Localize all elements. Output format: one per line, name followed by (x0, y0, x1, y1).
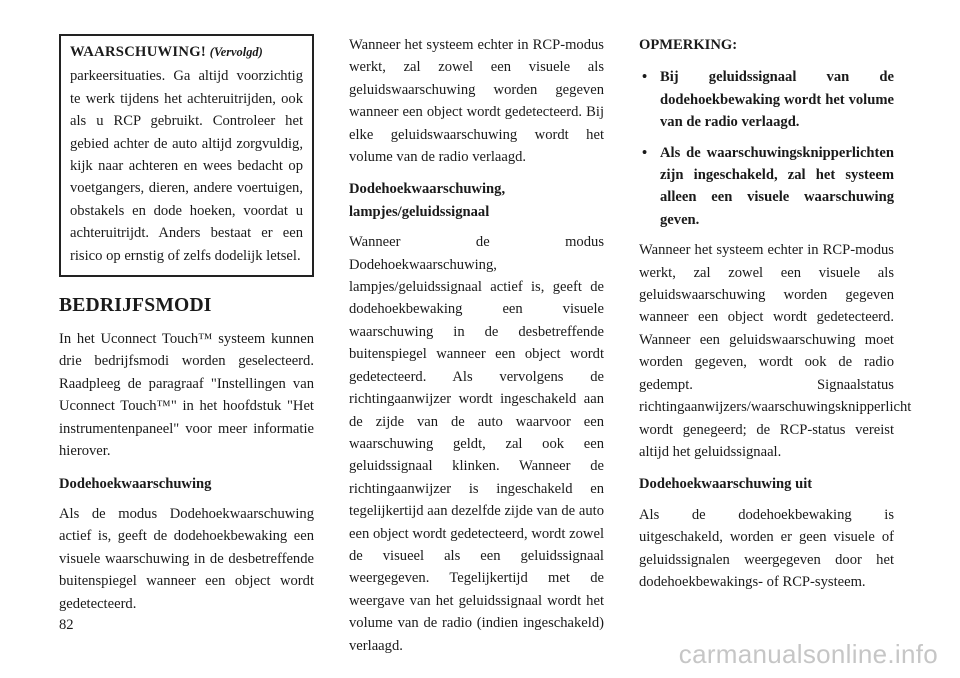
blind-spot-alert-text: Als de modus Dodehoekwaarschuwing actief is, geeft de dodehoekbewaking een visuele waarschuwing in de desbetreffende buitenspiegel wanneer een object wordt gedetecteerd. (59, 505, 314, 612)
note-label: OPMERKING: (639, 37, 738, 53)
column-left (59, 34, 314, 615)
rcp-text: Wanneer het systeem echter in RCP-modus werkt, zal zowel een visuele als geluidswaarschuwing worden gegeven wanneer een object wordt gedetecteerd. Wanneer een geluidswaarschuwing moet worden gegeven, wordt ook de radio gedempt. Signaalstatus richtingaanwijzers/waarschuwingsknipperlicht wordt genegeerd; de RCP-status vereist altijd het geluidssignaal. (639, 242, 912, 460)
blind-spot-off-heading: Dodehoekwaarschuwing uit (639, 476, 813, 493)
column-right (639, 34, 912, 593)
blind-spot-alert-heading: Dodehoekwaarschuwing (59, 475, 212, 492)
note-item (639, 142, 894, 232)
bullet-icon: • (642, 144, 648, 161)
blind-spot-lights-heading: Dodehoekwaarschuwing, lampjes/geluidssignaal (349, 181, 506, 220)
warning-title: WAARSCHUWING! (70, 44, 207, 60)
bullet-icon: • (642, 69, 648, 86)
warning-title-line (70, 41, 303, 63)
blind-spot-lights-text: Wanneer de modus Dodehoekwaarschuwing, lampjes/geluidssignaal actief is, geeft de dodehoekbewaking een visuele waarschuwing in de desbetreffende buitenspiegel wanneer een object wordt gedetecteerd. Als vervolgens de richtingaanwijzer wordt ingeschakeld aan de zijde van de auto waarvoor een waarschuwing geldt, zal ook een geluidssignaal klinken. Wanneer de richtingaanwijzer is ingeschakeld en tegelijkertijd aan dezelfde zijde van de auto een object wordt gedetecteerd, wordt zowel de visueel als een geluidssignaal weergegeven. Tegelijkertijd met de weergave van het geluidssignaal wordt het volume van de radio (indien ingeschakeld) verlaagd. (349, 234, 604, 654)
page-number: 82 (59, 617, 74, 633)
section-heading: BEDRIJFSMODI (59, 295, 212, 317)
section-intro: In het Uconnect Touch™ systeem kunnen drie bedrijfsmodi worden geselecteerd. Raadpleeg de paragraaf "Instellingen van Uconnect Touch™" in het hoofdstuk "Het instrumentenpaneel" voor meer informatie hierover. (59, 331, 314, 460)
warning-text: parkeersituaties. Ga altijd voorzichtig te werk tijdens het achteruitrijden, ook als u RCP gebruikt. Controleer het gebied achter de auto altijd zorgvuldig, kijk naar achteren en wees bedacht op voetgangers, dieren, andere voertuigen, obstakels en dode hoeken, voordat u achteruitrijdt. Anders bestaat er een risico op ernstig of zelfs dodelijk letsel. (70, 68, 303, 264)
watermark: carmanualsonline.info (678, 639, 938, 669)
blind-spot-off-text: Als de dodehoekbewaking is uitgeschakeld, worden er geen visuele of geluidssignalen weergegeven door het dodehoekbewakings- of RCP-systeem. (639, 506, 894, 590)
note-list (639, 66, 894, 231)
note-item-text: Als de waarschuwingsknipperlichten zijn ingeschakeld, zal het systeem alleen een visuele waarschuwing geven. (660, 144, 894, 228)
note-item-text: Bij geluidssignaal van de dodehoekbewaking wordt het volume van de radio verlaagd. (660, 69, 894, 131)
warning-continued: (Vervolgd) (209, 45, 263, 59)
warning-box (59, 34, 314, 277)
column-middle (349, 34, 604, 657)
blind-spot-alert-continuation: Wanneer het systeem echter in RCP-modus werkt, zal zowel een visuele als geluidswaarschuwing worden gegeven wanneer een object wordt gedetecteerd. Bij elke geluidswaarschuwing wordt het volume van de radio verlaagd. (349, 37, 604, 166)
note-item (639, 66, 894, 133)
